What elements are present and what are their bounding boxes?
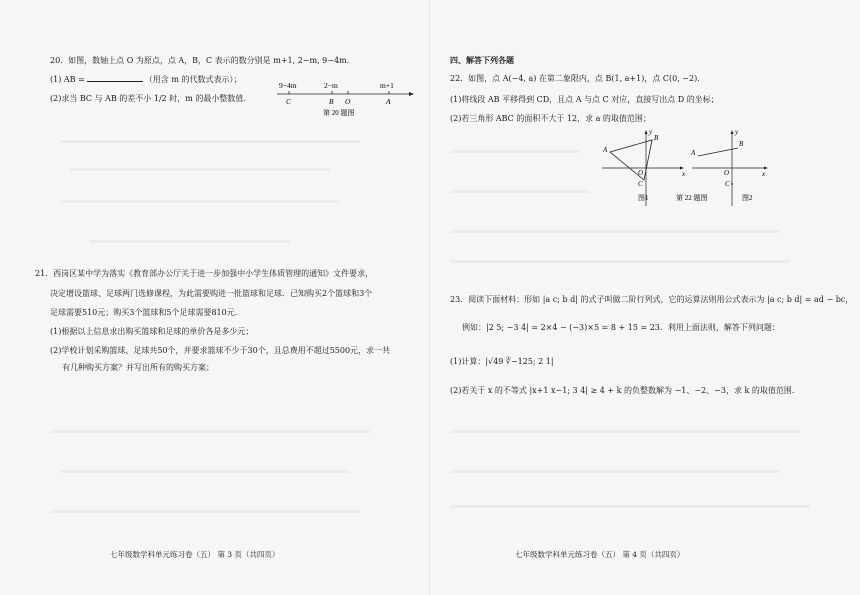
label-c: C [725,180,730,188]
q21-line2: 决定增设篮球、足球两门选修课程，为此需要购进一批篮球和足球．已知购买2个篮球和3个 [50,289,373,298]
show-through-line [50,430,370,433]
value-c: 9−4m [279,81,297,90]
page-footer: 七年级数学科单元练习卷（五） 第 3 页（共四页） [110,550,280,559]
value-a: m+1 [380,81,394,90]
label-a: A [603,146,608,154]
page-footer: 七年级数学科单元练习卷（五） 第 4 页（共四页） [515,550,685,559]
label-o: O [638,169,644,177]
show-through-line [450,505,810,508]
q23-part1: (1)计算：|√49 ∛−125; 2 1| [450,357,554,366]
q20-part1-note: （用含 m 的代数式表示）； [144,75,242,84]
q22-figure-caption: 第 22 题图 [676,194,708,202]
show-through-line [450,150,580,153]
label-c: C [638,180,643,188]
show-through-line [450,260,790,263]
q22-figure [600,128,770,208]
q22-part1: (1)将线段 AB 平移得到 CD，且点 A 与点 C 对应，直接写出点 D 的坐标； [450,95,719,104]
point-c: C [286,97,292,106]
show-through-line [60,200,340,203]
y-axis-arrow [645,130,648,134]
show-through-line [60,140,360,143]
label-y: y [735,128,739,136]
q20-stem: 20．如图，数轴上点 O 为原点，点 A，B，C 表示的数分别是 m+1, 2−m, 9−4m． [50,56,355,65]
figure-2-label: 图2 [742,194,753,202]
show-through-line [70,168,330,171]
q23-example: 例如：|2 5; −3 4| = 2×4 − (−3)×5 = 8 + 15 = 23．利用上面法则，解答下列问题： [462,323,780,332]
q20-part2: (2)求当 BC 与 AB 的差不小 1/2 时，m 的最小整数值． [50,94,252,103]
q20-number-line-figure [275,80,415,120]
q20-part1 [50,73,241,85]
q21-part2-cont: 有几种购买方案？并写出所有的购买方案； [62,363,214,372]
point-o: O [345,97,351,106]
answer-blank[interactable] [87,73,143,82]
exam-page-4 [430,0,860,595]
section-title: 四、解答下列各题 [450,55,514,65]
label-a: A [691,149,696,157]
label-b: B [654,134,659,142]
q21-line1: 21．西岗区某中学为落实《教育部办公厅关于进一步加强中小学生体质管理的通知》文件要求， [35,269,374,278]
q22-figure-1 [602,128,686,206]
show-through-line [450,470,780,473]
label-x: x [682,170,686,178]
q23-part2: (2)若关于 x 的不等式 |x+1 x−1; 3 4| ≥ 4 + k 的负整数解为 −1、−2、−3，求 k 的取值范围． [450,386,800,395]
q23-stem: 23．阅读下面材料：形如 |a c; b d| 的式子叫做二阶行列式，它的运算法则用公式表示为 |a c; b d| = ad − bc， [450,295,854,304]
label-x: x [762,170,766,178]
show-through-line [450,230,780,233]
label-o: O [724,169,730,177]
q22-part2: (2)若三角形 ABC 的面积不大于 12，求 a 的取值范围； [450,114,651,123]
value-b: 2−m [324,81,338,90]
q20-part1-label: (1) AB = [50,75,85,84]
q21-part1: (1)根据以上信息求出购买篮球和足球的单价各是多少元； [50,327,254,336]
q21-line3: 足球需要510元；购买3个篮球和5个足球需要810元． [50,308,243,317]
point-c-dot [731,183,733,185]
show-through-line [60,470,350,473]
figure-1-label: 图1 [638,194,649,202]
show-through-line [450,430,800,433]
point-a: A [386,97,391,106]
q22-stem: 22．如图，点 A(−4, a) 在第二象限内，点 B(1, a+1)，点 C(0, −2)． [450,74,706,83]
show-through-line [90,240,290,243]
y-axis-arrow [731,130,734,134]
point-b: B [329,97,334,106]
label-y: y [649,128,653,136]
q20-figure-caption: 第 20 题图 [323,109,355,117]
label-b: B [739,140,744,148]
q21-part2: (2)学校计划采购篮球、足球共50个，并要求篮球不少于30个，且总费用不超过5500元，求一共 [50,346,391,355]
show-through-line [50,510,360,513]
number-line-arrow [409,92,414,96]
show-through-line [450,190,590,193]
